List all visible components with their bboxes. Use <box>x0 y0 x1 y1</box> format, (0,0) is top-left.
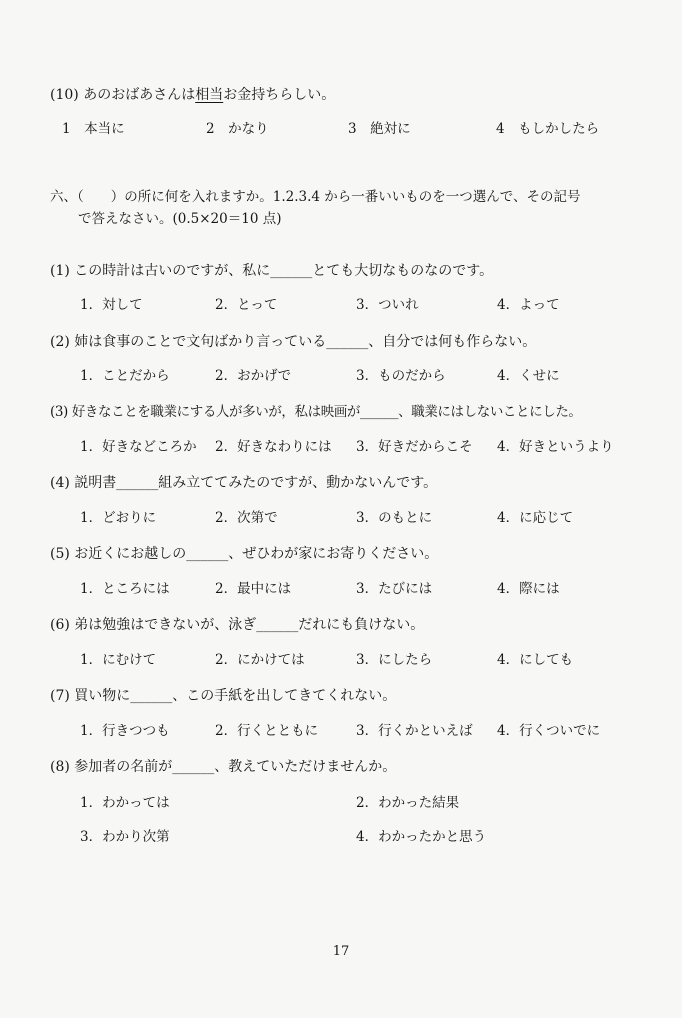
question-4-option-3: 3．のもとに <box>356 510 433 526</box>
question-4-option-1: 1．どおりに <box>80 510 157 526</box>
question-8-option-1: 1．わかっては <box>80 795 170 811</box>
question-7-option-1: 1．行きつつも <box>80 723 170 739</box>
question-3-option-1: 1．好きなどころか <box>80 439 197 455</box>
question-8-stem: (8) 参加者の名前が______、教えていただけませんか。 <box>50 759 397 775</box>
question-6-option-4: 4．にしても <box>497 652 574 668</box>
question-7-option-4: 4．行くついでに <box>497 723 601 739</box>
question-3-option-2: 2．好きなわりには <box>215 439 332 455</box>
question-1-option-4: 4．よって <box>497 297 560 313</box>
question-5-stem: (5) お近くにお越しの______、ぜひわが家にお寄りください。 <box>50 546 439 562</box>
section-6-heading: 六、（ ）の所に何を入れますか。1.2.3.4 から一番いいものを一つ選んで、その記号 <box>50 189 581 205</box>
question-7-stem: (7) 買い物に______、この手紙を出してきてくれない。 <box>50 688 397 704</box>
question-2-option-4: 4．くせに <box>497 368 560 384</box>
question-3-option-3: 3．好きだからこそ <box>356 439 473 455</box>
question-10-number: (10) <box>50 87 79 103</box>
question-6-stem: (6) 弟は勉強はできないが、泳ぎ______だれにも負けない。 <box>50 617 425 633</box>
question-10-pre: あのおばあさんは <box>83 87 196 103</box>
question-1-option-2: 2．とって <box>215 297 278 313</box>
question-8-option-4: 4．わかったかと思う <box>356 829 487 845</box>
question-10-option-4: 4 もしかしたら <box>496 121 600 137</box>
question-10-post: お金持ちらしい。 <box>223 87 336 103</box>
question-10-option-2: 2 かなり <box>206 121 269 137</box>
question-1-stem: (1) この時計は古いのですが、私に______とても大切なものなのです。 <box>50 263 494 279</box>
question-1-option-3: 3．ついれ <box>356 297 419 313</box>
question-7-option-3: 3．行くかといえば <box>356 723 473 739</box>
question-6-option-3: 3．にしたら <box>356 652 433 668</box>
question-10-underlined: 相当 <box>195 87 224 103</box>
section-6-heading-line2: で答えなさい。(0.5×20＝10 点) <box>78 211 282 227</box>
question-5-option-2: 2．最中には <box>215 581 292 597</box>
question-7-option-2: 2．行くとともに <box>215 723 319 739</box>
question-10-stem <box>50 86 335 104</box>
question-5-option-1: 1．ところには <box>80 581 170 597</box>
question-8-option-2: 2．わかった結果 <box>356 795 460 811</box>
question-4-stem: (4) 説明書______組み立ててみたのですが、動かないんです。 <box>50 475 438 491</box>
question-6-option-1: 1．にむけて <box>80 652 157 668</box>
question-2-stem: (2) 姉は食事のことで文句ばかり言っている______、自分では何も作らない。 <box>50 334 537 350</box>
question-6-option-2: 2．にかけては <box>215 652 305 668</box>
question-2-option-3: 3．ものだから <box>356 368 446 384</box>
question-1-option-1: 1．対して <box>80 297 143 313</box>
question-10-option-1: 1 本当に <box>62 121 125 137</box>
question-5-option-4: 4．際には <box>497 581 560 597</box>
question-2-option-2: 2．おかげで <box>215 368 292 384</box>
question-2-option-1: 1．ことだから <box>80 368 170 384</box>
question-5-option-3: 3．たびには <box>356 581 433 597</box>
question-4-option-4: 4．に応じて <box>497 510 574 526</box>
question-3-stem: (3) 好きなことを職業にする人が多いが，私は映画が______、職業にはしないことにした。 <box>50 404 582 420</box>
question-10-option-3: 3 絶対に <box>348 121 411 137</box>
question-3-option-4: 4．好きというより <box>497 439 614 455</box>
question-4-option-2: 2．次第で <box>215 510 278 526</box>
page-number: 17 <box>332 944 350 959</box>
question-8-option-3: 3．わかり次第 <box>80 829 170 845</box>
